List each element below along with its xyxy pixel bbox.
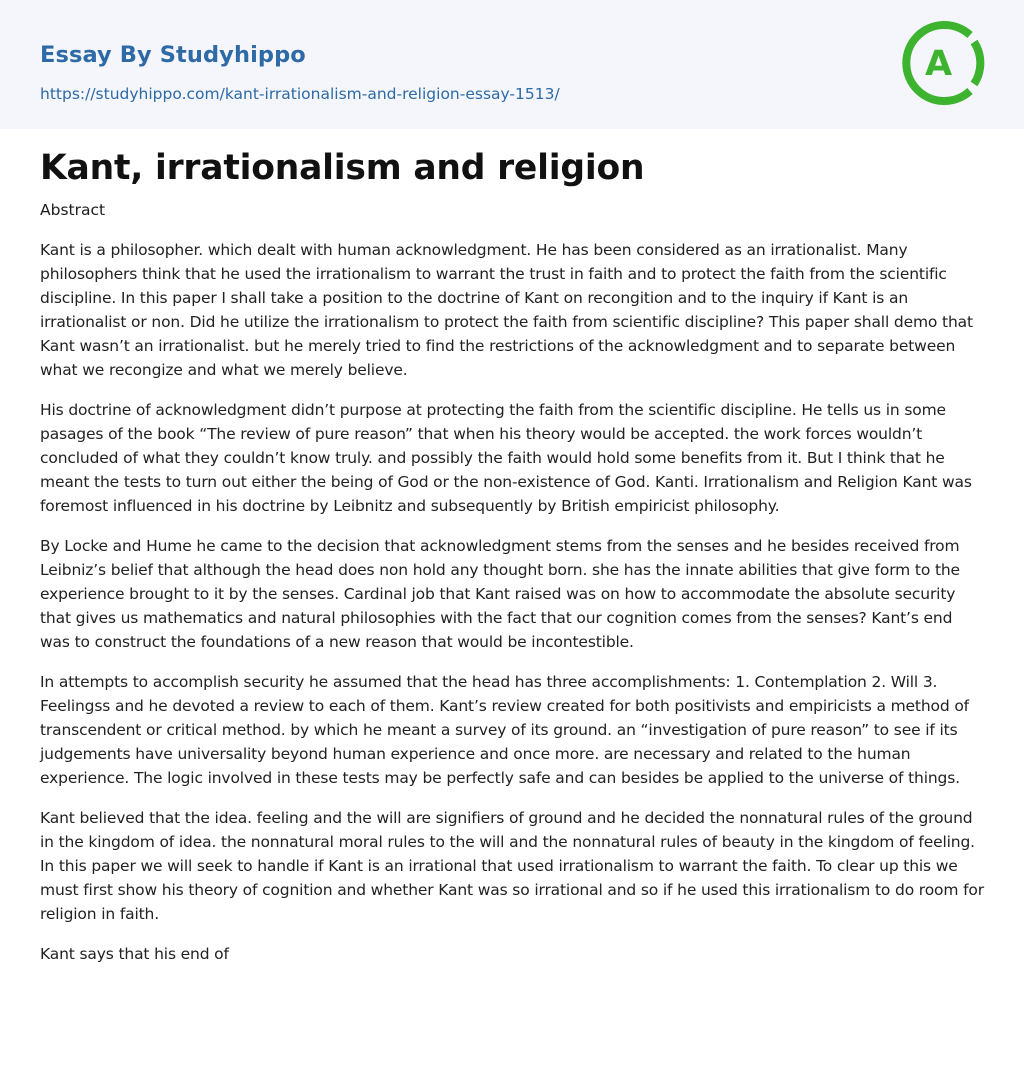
paragraph-1: Kant is a philosopher. which dealt with human acknowledgment. He has been considered as an irrationalist. Many philosophers think that he used the irrationalism to warrant the trust in faith and to protect the faith from the scientific discipline. In this paper I shall take a position to the doctrine of Kant on recongition and to the inquiry if Kant is an irrationalist or non. Did he utilize the irrationalism to protect the faith from scientific discipline? This paper shall demo that Kant wasn’t an irrationalist. but he merely tried to find the restrictions of the acknowledgment and to separate between what we recongize and what we merely believe. — [40, 241, 973, 379]
paragraph-3: By Locke and Hume he came to the decision that acknowledgment stems from the senses and he besides received from Leibniz’s belief that although the head does non hold any thought born. she has the innate abilities that give form to the experience brought to it by the senses. Cardinal job that Kant raised was on how to accommodate the absolute security that gives us mathematics and natural philosophies with the fact that our cognition comes from the senses? Kant’s end was to construct the foundations of a new reason that would be incontestible. — [40, 537, 960, 651]
paragraph-6-truncated: Kant says that his end of — [40, 945, 229, 963]
paragraph-2: His doctrine of acknowledgment didn’t purpose at protecting the faith from the scientific discipline. He tells us in some pasages of the book “The review of pure reason” that when his theory would be accepted. the work forces wouldn’t concluded of what they couldn’t know truly. and possibly the faith would hold some benefits from it. But I think that he meant the tests to turn out either the being of God or the non-existence of God. Kanti. Irrationalism and Religion Kant was foremost influenced in his doctrine by Leibnitz and subsequently by British empiricist philosophy. — [40, 401, 972, 515]
page-url-link[interactable]: https://studyhippo.com/kant-irrationalism-and-religion-essay-1513/ — [40, 85, 560, 103]
site-brand[interactable]: Essay By Studyhippo — [40, 42, 306, 68]
studyhippo-logo-icon[interactable] — [900, 20, 986, 106]
paragraph-5: Kant believed that the idea. feeling and the will are signifiers of ground and he decided the nonnatural rules of the ground in the kingdom of idea. the nonnatural moral rules to the will and the nonnatural rules of beauty in the kingdom of feeling. In this paper we will seek to handle if Kant is an irrational that used irrationalism to warrant the faith. To clear up this we must first show his theory of cognition and whether Kant was so irrational and so if he used this irrationalism to do room for religion in faith. — [40, 809, 984, 923]
paragraph-4: In attempts to accomplish security he assumed that the head has three accomplishments: 1. Contemplation 2. Will 3. Feelingss and he devoted a review to each of them. Kant’s review created for both positivists and empiricists a method of transcendent or critical method. by which he meant a survey of its ground. an “investigation of pure reason” to see if its judgements have universality beyond human experience and once more. are necessary and related to the human experience. The logic involved in these tests may be perfectly safe and can besides be applied to the universe of things. — [40, 673, 969, 787]
abstract-label: Abstract — [40, 201, 106, 219]
logo-letter: A — [925, 44, 953, 84]
page-title: Kant, irrationalism and religion — [40, 148, 645, 188]
article-body — [0, 146, 1024, 966]
site-header — [0, 0, 1024, 129]
